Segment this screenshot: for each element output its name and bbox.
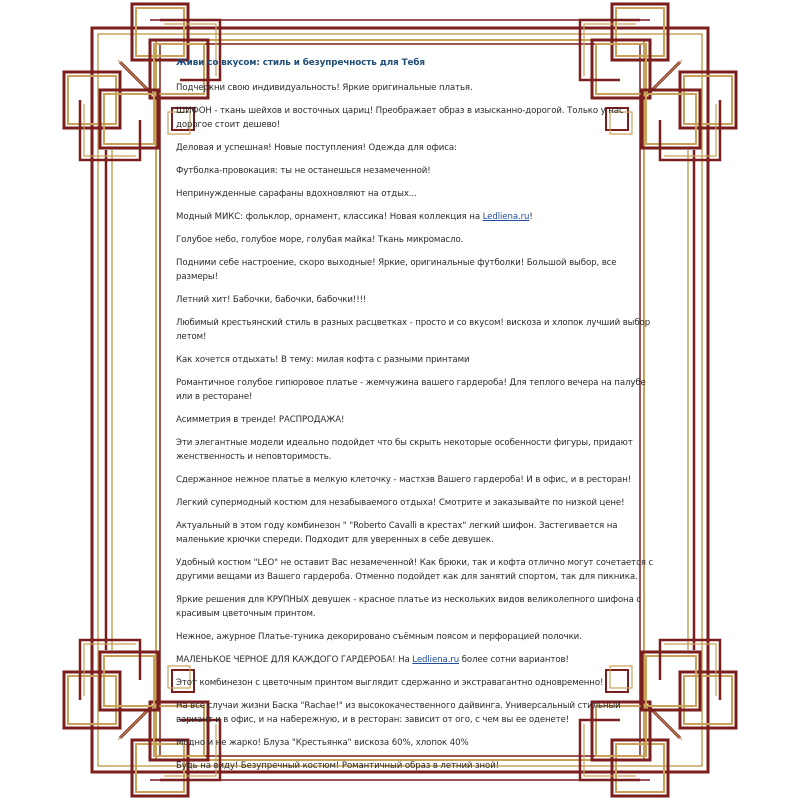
paragraph xyxy=(176,293,654,307)
paragraph-text: Яркие решения для КРУПНЫХ девушек - красное платье из нескольких видов великолепного шифона с красивым цветочным принтом. xyxy=(176,595,642,619)
site-link[interactable]: Ledliena.ru xyxy=(412,655,460,665)
site-link[interactable]: Ledliena.ru xyxy=(482,212,530,222)
paragraph-text: Любимый крестьянский стиль в разных расцветках - просто и со вкусом! вискоза и хлопок лучший выбор летом! xyxy=(176,318,651,342)
paragraph xyxy=(176,436,654,464)
paragraph xyxy=(176,187,654,201)
paragraph xyxy=(176,413,654,427)
paragraph-text: Легкий супермодный костюм для незабываемого отдыха! Смотрите и заказывайте по низкой цене! xyxy=(176,498,625,508)
paragraph-text: Романтичное голубое гипюровое платье - жемчужина вашего гардероба! Для теплого вечера на палубе или в ресторане! xyxy=(176,378,646,402)
paragraph-text: Асимметрия в тренде! РАСПРОДАЖА! xyxy=(176,415,345,425)
paragraph xyxy=(176,519,654,547)
paragraph xyxy=(176,81,654,95)
paragraph-text: Подчеркни свою индивидуальность! Яркие оригинальные платья. xyxy=(176,83,473,93)
paragraph xyxy=(176,141,654,155)
paragraph-text: Будь на виду! Безупречный костюм! Романтичный образ в летний зной! xyxy=(176,761,500,771)
paragraph xyxy=(176,676,654,690)
paragraph-text: Непринужденные сарафаны вдохновляют на отдых... xyxy=(176,189,417,199)
paragraph xyxy=(176,759,654,773)
paragraph xyxy=(176,316,654,344)
paragraph xyxy=(176,630,654,644)
paragraph xyxy=(176,210,654,224)
paragraph-text: Голубое небо, голубое море, голубая майка! Ткань микромасло. xyxy=(176,235,464,245)
paragraph-text: Подними себе настроение, скоро выходные! Яркие, оригинальные футболки! Большой выбор, все размеры! xyxy=(176,258,617,282)
paragraph-text: Деловая и успешная! Новые поступления! Одежда для офиса: xyxy=(176,143,457,153)
paragraph-text: ШИФОН - ткань шейхов и восточных цариц! Преображает образ в изысканно-дорогой. Только у нас дорогое стоит дешево! xyxy=(176,106,624,130)
paragraph-text: Футболка-провокация: ты не останешься незамеченной! xyxy=(176,166,431,176)
paragraph xyxy=(176,593,654,621)
paragraph xyxy=(176,653,654,667)
paragraph-text: Летний хит! Бабочки, бабочки, бабочки!!!! xyxy=(176,295,367,305)
paragraph xyxy=(176,233,654,247)
paragraph xyxy=(176,736,654,750)
paragraph xyxy=(176,556,654,584)
paragraph xyxy=(176,496,654,510)
paragraph-text: Сдержанное нежное платье в мелкую клеточку - мастхэв Вашего гардероба! И в офис, и в ресторан! xyxy=(176,475,632,485)
paragraph-text: Этот комбинезон с цветочным принтом выглядит сдержанно и экстравагантно одновременно! xyxy=(176,678,604,688)
paragraph-text: МАЛЕНЬКОЕ ЧЕРНОЕ ДЛЯ КАЖДОГО ГАРДЕРОБА! На xyxy=(176,655,413,665)
paragraph-text: Нежное, ажурное Платье-туника декорировано съёмным поясом и перфорацией полочки. xyxy=(176,632,582,642)
paragraph-text: Эти элегантные модели идеально подойдет что бы скрыть некоторые особенности фигуры, придают женственность и неповторимость. xyxy=(176,438,633,462)
document-title: Живи со вкусом: стиль и безупречность для Тебя xyxy=(176,58,425,68)
paragraph-text: На все случаи жизни Баска "Rachae!" из высококачественного дайвинга. Универсальный стильный вариант и в офис, и на набережную, и в ресторан: зависит от ого, с чем вы ее оденете! xyxy=(176,701,621,725)
paragraph xyxy=(176,699,654,727)
paragraph-text: Как хочется отдыхать! В тему: милая кофта с разными принтами xyxy=(176,355,470,365)
paragraph-text-tail: ! xyxy=(529,212,533,222)
paragraph-text-tail: более сотни вариантов! xyxy=(459,655,569,665)
paragraph-list xyxy=(176,81,654,773)
paragraph xyxy=(176,353,654,367)
paragraph-text: Удобный костюм "LEO" не оставит Вас незамеченной! Как брюки, так и кофта отлично могут сочетается с другими вещами из Вашего гардероба. Отменно подойдет как для занятий спортом, так для пикника. xyxy=(176,558,654,582)
paragraph-text: Модно и не жарко! Блуза "Крестьянка" вискоза 60%, хлопок 40% xyxy=(176,738,469,748)
paragraph xyxy=(176,104,654,132)
document-body xyxy=(176,56,654,782)
paragraph xyxy=(176,164,654,178)
paragraph xyxy=(176,376,654,404)
paragraph-text: Модный МИКС: фольклор, орнамент, классика! Новая коллекция на xyxy=(176,212,483,222)
paragraph-text: Актуальный в этом году комбинезон " "Roberto Cavalli в крестах" легкий шифон. Застегивается на маленькие крючки спереди. Подходит для уверенных в себе девушек. xyxy=(176,521,618,545)
paragraph xyxy=(176,473,654,487)
paragraph xyxy=(176,256,654,284)
